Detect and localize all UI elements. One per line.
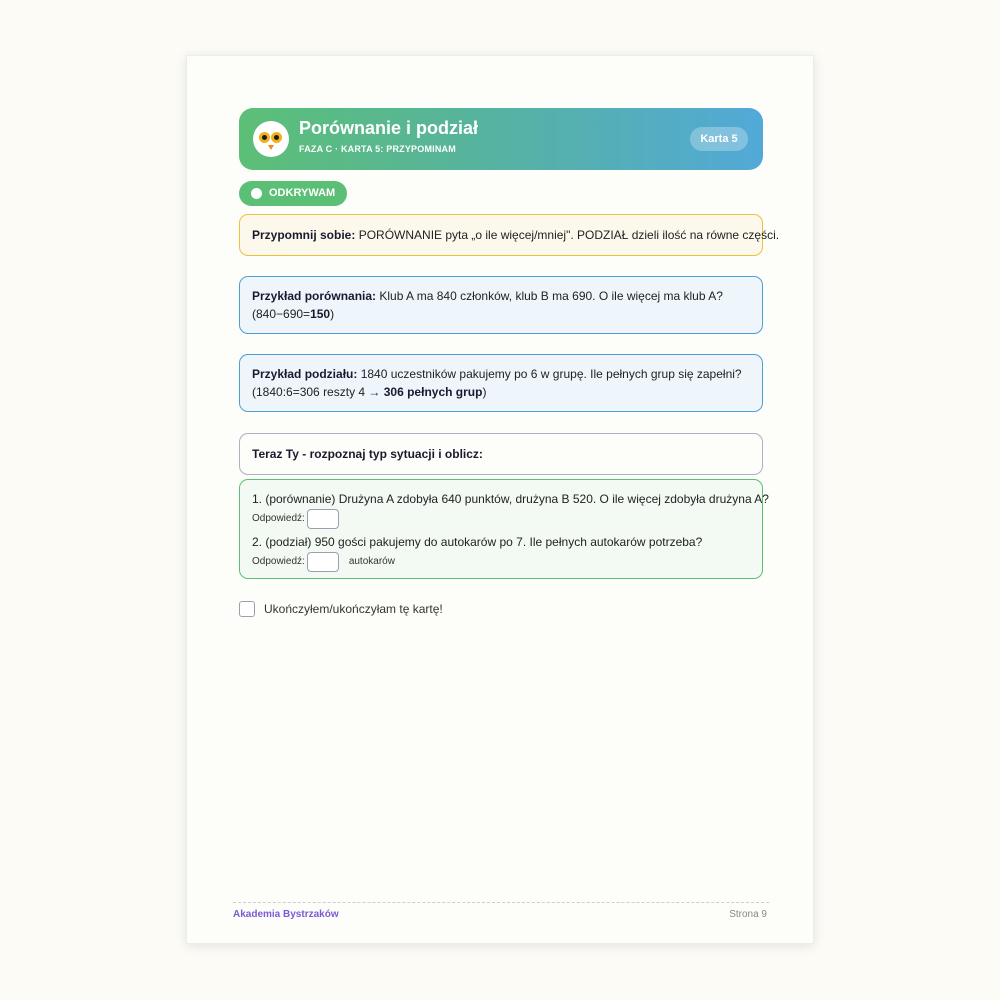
task-2-question: 2. (podział) 950 gości pakujemy do autokarów po 7. Ile pełnych autokarów potrzeba?: [252, 535, 703, 549]
owl-right-eye: [271, 132, 282, 143]
division-calc-prefix: (1840:6=306 reszty 4 →: [252, 385, 384, 399]
comparison-calc-suffix: ): [330, 307, 335, 321]
task-1-answer-label: Odpowiedź:: [252, 513, 305, 524]
division-example-line: [252, 365, 750, 383]
owl-left-eye: [259, 132, 270, 143]
now-you-box: [239, 433, 763, 475]
division-example-box: [239, 354, 763, 412]
comparison-example-box: [239, 276, 763, 334]
comparison-calc-prefix: (840−690=: [252, 307, 311, 321]
section-pill-label: ODKRYWAM: [269, 187, 336, 199]
comparison-example-line: [252, 287, 750, 305]
card-number-badge: Karta 5: [690, 127, 748, 151]
now-you-heading: Teraz Ty - rozpoznaj typ sytuacji i oblicz:: [252, 447, 483, 461]
comparison-example-text: Klub A ma 840 członków, klub B ma 690. O ile więcej ma klub A?: [376, 289, 723, 303]
comparison-calc-result: 150: [310, 307, 331, 321]
task-2-unit: autokarów: [348, 556, 395, 567]
reminder-line: [252, 226, 780, 244]
section-pill: [239, 181, 347, 206]
pill-dot-icon: [251, 188, 262, 199]
card-title: Porównanie i podział: [299, 118, 479, 138]
footer-brand: Akademia Bystrzaków: [233, 909, 339, 920]
completion-checkbox[interactable]: [239, 601, 255, 617]
division-calc-line: [252, 383, 750, 401]
task-2-answer-input[interactable]: [307, 552, 339, 572]
footer-page-number: Strona 9: [729, 909, 767, 920]
owl-mascot-icon: [253, 121, 289, 157]
division-calc-result: 306 pełnych grup: [383, 385, 483, 399]
footer-divider: [233, 902, 769, 903]
comparison-calc-line: [252, 305, 750, 323]
completion-row: [239, 601, 443, 617]
reminder-box: [239, 214, 780, 256]
task-1-answer-row: [252, 509, 750, 529]
tasks-box: [239, 479, 769, 579]
task-2-answer-label: Odpowiedź:: [252, 556, 305, 567]
owl-beak: [268, 145, 274, 150]
completion-label: Ukończyłem/ukończyłam tę kartę!: [264, 602, 443, 616]
task-1-answer-input[interactable]: [307, 509, 339, 529]
card-header: [239, 108, 763, 170]
task-1-question: 1. (porównanie) Drużyna A zdobyła 640 punktów, drużyna B 520. O ile więcej zdobyła drużyna A?: [252, 492, 769, 506]
reminder-label: Przypomnij sobie:: [252, 228, 356, 242]
worksheet-page: [186, 55, 814, 944]
division-calc-suffix: ): [482, 385, 487, 399]
reminder-text: PORÓWNANIE pyta „o ile więcej/mniej". PODZIAŁ dzieli ilość na równe części.: [355, 228, 780, 242]
division-example-label: Przykład podziału:: [252, 367, 358, 381]
comparison-example-label: Przykład porównania:: [252, 289, 377, 303]
card-subtitle: FAZA C · KARTA 5: PRZYPOMINAM: [299, 144, 456, 154]
task-2-answer-row: [252, 552, 750, 572]
division-example-text: 1840 uczestników pakujemy po 6 w grupę. Ile pełnych grup się zapełni?: [357, 367, 742, 381]
